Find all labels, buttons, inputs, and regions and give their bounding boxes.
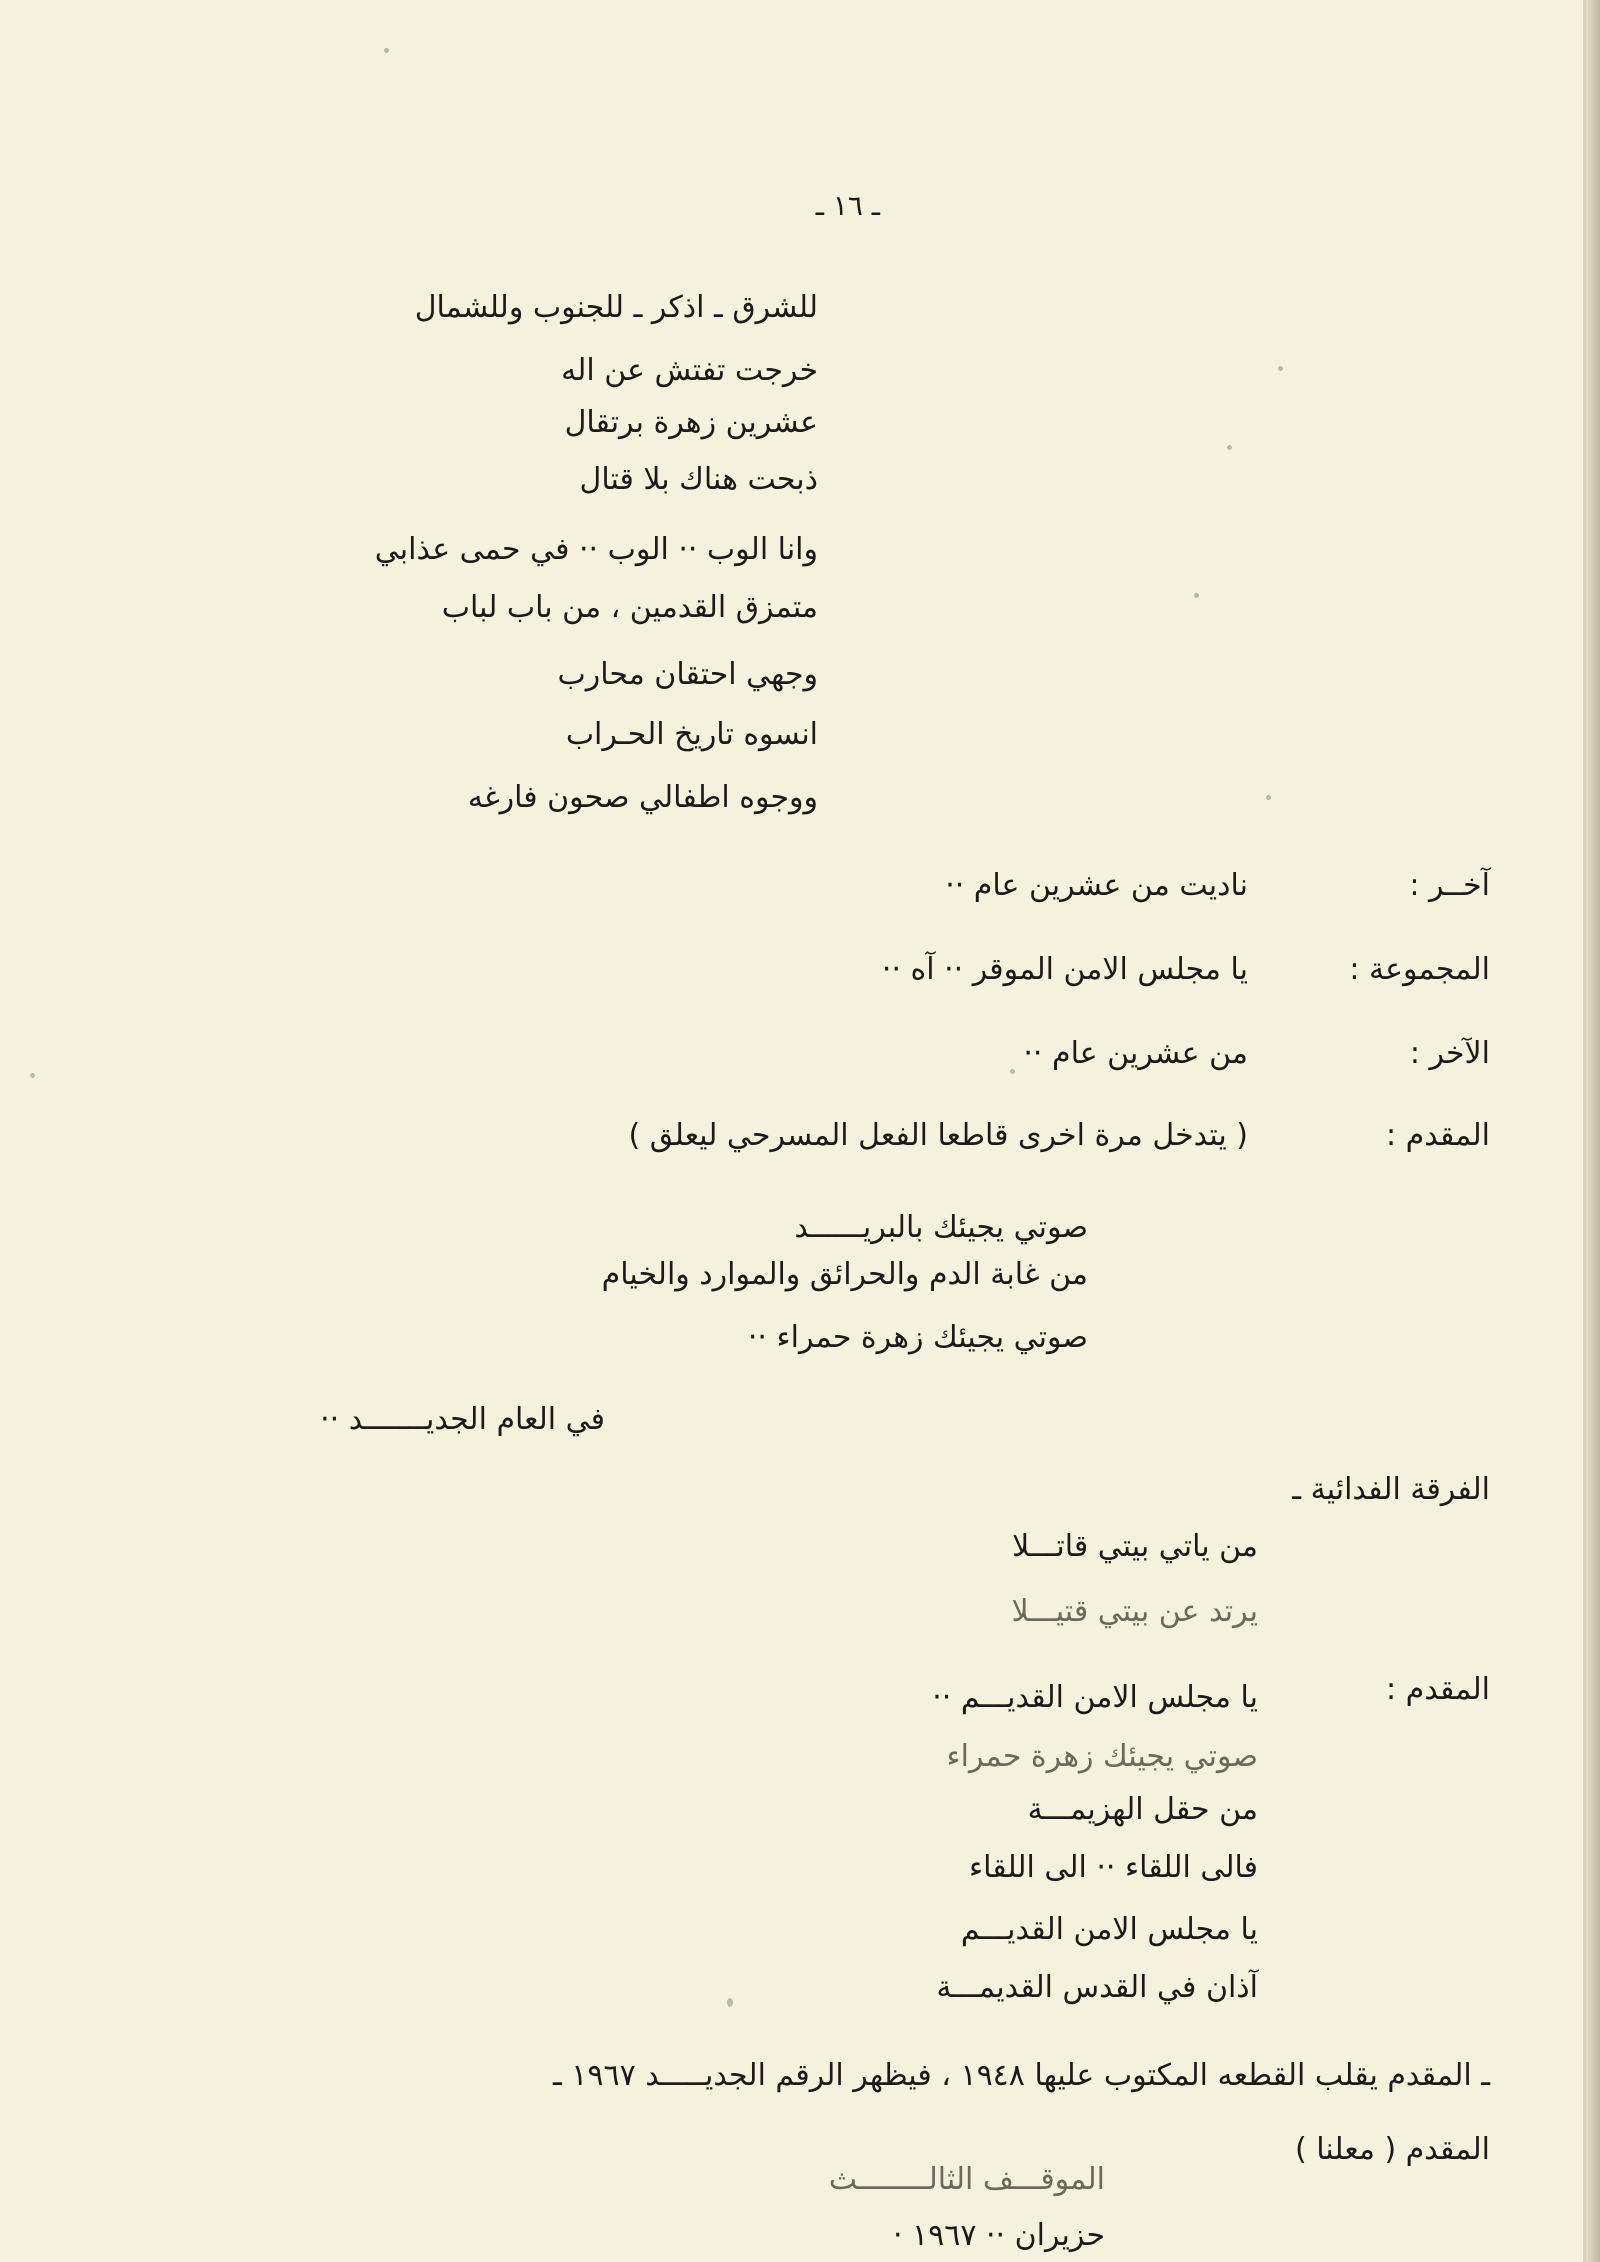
fedayeen-line: من ياتي بيتي قاتـــلا	[1012, 1529, 1258, 1564]
moderator-line: يا مجلس الامن القديـــم ··	[932, 1680, 1258, 1715]
moderator-line: آذان في القدس القديمـــة	[936, 1970, 1258, 2005]
stanza-one-line: عشرين زهرة برتقال	[564, 405, 818, 440]
stage-note: ( يتدخل مرة اخرى قاطعا الفعل المسرحي ليعلق )	[628, 1118, 1248, 1153]
stanza-one-line: ذبحت هناك بلا قتال	[579, 462, 818, 497]
dialogue-text: من عشرين عام ··	[1023, 1036, 1248, 1071]
stanza-two-line: من غابة الدم والحرائق والموارد والخيام	[601, 1257, 1088, 1292]
new-year-line: في العام الجديـــــــد ··	[320, 1402, 605, 1437]
stanza-one-line: وانا الوب ·· الوب ·· في حمى عذابي	[374, 532, 818, 567]
stanza-one-line: خرجت تفتش عن اله	[561, 353, 818, 388]
stanza-one-line: للشرق ـ اذكر ـ للجنوب وللشمال	[414, 290, 818, 325]
page-number: ـ ١٦ ـ	[815, 189, 880, 222]
moderator-line: يا مجلس الامن القديـــم	[960, 1912, 1258, 1947]
moderator-line: من حقل الهزيمـــة	[1027, 1792, 1258, 1827]
stanza-one-line: متمزق القدمين ، من باب لباب	[441, 590, 818, 625]
fedayeen-line: يرتد عن بيتي قتيـــلا	[1011, 1594, 1258, 1629]
announcement-label: المقدم ( معلنا )	[1295, 2132, 1490, 2167]
speaker-label: الفرقة الفدائية ـ	[1292, 1472, 1490, 1507]
dialogue-text: ناديت من عشرين عام ··	[945, 868, 1248, 903]
speaker-label: آخــر :	[1409, 868, 1490, 903]
speaker-label: المجموعة :	[1349, 952, 1490, 987]
stanza-one-line: انسوه تاريخ الحـراب	[565, 717, 818, 752]
speaker-label: الآخر :	[1409, 1036, 1490, 1071]
scene-title: الموقـــف الثالــــــــث	[828, 2162, 1105, 2197]
date-line: حزيران ·· ١٩٦٧ ·	[892, 2218, 1105, 2253]
speaker-label: المقدم :	[1386, 1672, 1490, 1707]
stanza-one-line: ووجوه اطفالي صحون فارغه	[467, 780, 818, 815]
stanza-two-line: صوتي يجيئك زهرة حمراء ··	[747, 1320, 1088, 1355]
dialogue-text: يا مجلس الامن الموقر ·· آه ··	[881, 952, 1248, 987]
moderator-line: فالى اللقاء ·· الى اللقاء	[969, 1850, 1258, 1885]
stanza-one-line: وجهي احتقان محارب	[557, 657, 818, 692]
stage-direction: ـ المقدم يقلب القطعه المكتوب عليها ١٩٤٨ ، فيظهر الرقم الجديـــــد ١٩٦٧ ـ	[552, 2058, 1490, 2093]
speaker-label: المقدم :	[1386, 1118, 1490, 1153]
moderator-line: صوتي يجيئك زهرة حمراء	[946, 1739, 1258, 1774]
stanza-two-line: صوتي يجيئك بالبريــــــد	[794, 1210, 1088, 1245]
